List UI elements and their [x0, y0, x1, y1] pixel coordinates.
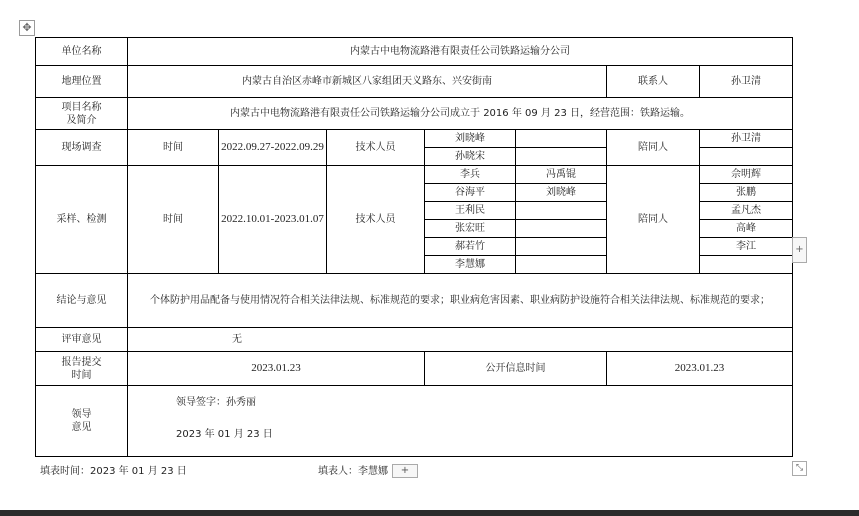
- survey-escort-label: 陪同人: [607, 130, 700, 166]
- contact-label: 联系人: [607, 66, 700, 98]
- sampling-tech-b[interactable]: [516, 256, 607, 274]
- sampling-tech-b[interactable]: [516, 238, 607, 256]
- row-location: [36, 66, 793, 98]
- conclusion-label: 结论与意见: [36, 274, 128, 328]
- sampling-tech-b[interactable]: 冯禹锟: [516, 166, 607, 184]
- project-value[interactable]: 内蒙古中电物流路港有限责任公司铁路运输分公司成立于 2016 年 09 月 23 日，经营范围：铁路运输。: [128, 98, 793, 130]
- row-sampling-1: [36, 166, 793, 184]
- survey-tech-empty[interactable]: [516, 130, 607, 148]
- sampling-escort[interactable]: 李江: [700, 238, 793, 256]
- unit-value[interactable]: 内蒙古中电物流路港有限责任公司铁路运输分公司: [128, 38, 793, 66]
- sampling-tech-a[interactable]: 李兵: [425, 166, 516, 184]
- survey-tech-label: 技术人员: [327, 130, 425, 166]
- survey-tech-empty[interactable]: [516, 148, 607, 166]
- report-label-line1: 报告提交: [61, 356, 102, 368]
- leader-opinion-cell[interactable]: [128, 386, 793, 457]
- report-time-value[interactable]: 2023.01.23: [128, 352, 425, 386]
- sampling-tech-a[interactable]: 张宏旺: [425, 220, 516, 238]
- survey-escort-name[interactable]: 孙卫清: [700, 130, 793, 148]
- table-move-handle[interactable]: ✥: [19, 20, 35, 36]
- sampling-escort[interactable]: 佘明辉: [700, 166, 793, 184]
- review-value[interactable]: 无: [128, 328, 793, 352]
- survey-label: 现场调查: [36, 130, 128, 166]
- leader-signature: 领导签字：孙秀丽: [176, 397, 256, 408]
- sampling-label: 采样、检测: [36, 166, 128, 274]
- sampling-tech-a[interactable]: 王利民: [425, 202, 516, 220]
- row-conclusion: [36, 274, 793, 328]
- location-label: 地理位置: [36, 66, 128, 98]
- row-report: [36, 352, 793, 386]
- sampling-tech-b[interactable]: 刘晓峰: [516, 184, 607, 202]
- leader-label: [36, 386, 128, 457]
- table-resize-handle[interactable]: ⤡: [792, 461, 807, 476]
- row-leader: [36, 386, 793, 457]
- sampling-escort-label: 陪同人: [607, 166, 700, 274]
- review-label: 评审意见: [36, 328, 128, 352]
- sampling-tech-b[interactable]: [516, 220, 607, 238]
- sampling-escort[interactable]: 高峰: [700, 220, 793, 238]
- project-label-line1: 项目名称: [61, 101, 102, 113]
- contact-value[interactable]: 孙卫清: [700, 66, 793, 98]
- add-column-button[interactable]: +: [792, 237, 807, 263]
- bottom-bar: [0, 510, 859, 516]
- fill-time: 填表时间：2023 年 01 月 23 日: [40, 466, 187, 477]
- filler-name: 填表人：李慧娜: [318, 466, 388, 477]
- sampling-escort[interactable]: [700, 256, 793, 274]
- unit-label: 单位名称: [36, 38, 128, 66]
- filler-block: [318, 462, 418, 478]
- sampling-time-label: 时间: [128, 166, 219, 274]
- row-review: [36, 328, 793, 352]
- sampling-tech-a[interactable]: 郝若竹: [425, 238, 516, 256]
- survey-time-value[interactable]: 2022.09.27-2022.09.29: [219, 130, 327, 166]
- survey-tech-name[interactable]: 刘晓峰: [425, 130, 516, 148]
- report-label-line2: 时间: [71, 369, 92, 381]
- leader-date: 2023 年 01 月 23 日: [176, 429, 273, 440]
- location-value[interactable]: 内蒙古自治区赤峰市新城区八家组团天义路东、兴安街南: [128, 66, 607, 98]
- public-info-label: 公开信息时间: [425, 352, 607, 386]
- report-label: [36, 352, 128, 386]
- survey-escort-name[interactable]: [700, 148, 793, 166]
- leader-label-line1: 领导: [71, 409, 92, 420]
- row-survey-1: [36, 130, 793, 148]
- public-info-value[interactable]: 2023.01.23: [607, 352, 793, 386]
- survey-time-label: 时间: [128, 130, 219, 166]
- conclusion-value[interactable]: 个体防护用品配备与使用情况符合相关法律法规、标准规范的要求；职业病危害因素、职业病防护设施符合相关法律法规、标准规范的要求；: [128, 274, 793, 328]
- leader-label-line2: 意见: [71, 422, 92, 433]
- survey-tech-name[interactable]: 孙晓宋: [425, 148, 516, 166]
- record-table: [35, 37, 793, 457]
- sampling-tech-label: 技术人员: [327, 166, 425, 274]
- row-project: [36, 98, 793, 130]
- project-label-line2: 及简介: [66, 114, 97, 126]
- add-row-button[interactable]: +: [392, 464, 418, 478]
- sampling-tech-b[interactable]: [516, 202, 607, 220]
- sampling-escort[interactable]: 张鹏: [700, 184, 793, 202]
- project-label: [36, 98, 128, 130]
- sampling-tech-a[interactable]: 李慧娜: [425, 256, 516, 274]
- sampling-escort[interactable]: 孟凡杰: [700, 202, 793, 220]
- row-unit: [36, 38, 793, 66]
- sampling-time-value[interactable]: 2022.10.01-2023.01.07: [219, 166, 327, 274]
- sampling-tech-a[interactable]: 谷海平: [425, 184, 516, 202]
